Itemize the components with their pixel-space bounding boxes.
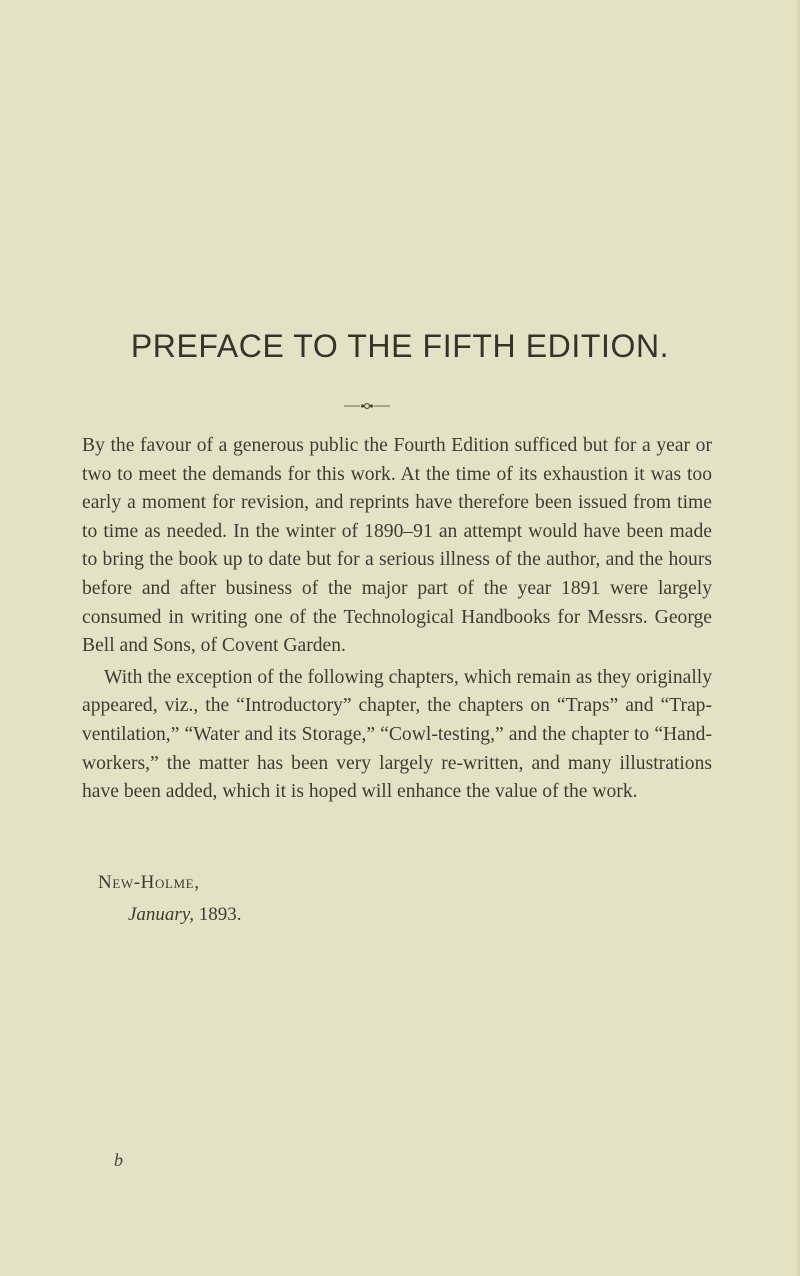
page-title: PREFACE TO THE FIFTH EDITION. [130,328,670,364]
signature-date [98,899,241,931]
signature-block [98,867,241,931]
signature-place: New-Holme, [98,872,200,893]
signature-year: 1893. [198,904,242,925]
signature-mark: b [114,1150,123,1170]
preface-body [82,432,712,807]
paragraph-1: By the favour of a generous public the Fourth Edition sufficed but for a year or two to meet the demands for this work. At the time of its exhaustion it was too early a moment for revision, and reprints have therefore been issued from time to time as needed. In the winter of 1890–91 an attempt would have been made to bring the book up to date but for a serious illness of the author, and the hours before and after business of the major part of the year 1891 were largely consumed in writing one of the Technological Handbooks for Messrs. George Bell and Sons, of Covent Garden. [82,435,712,657]
signature-month: January, [128,904,194,925]
paragraph-2: With the exception of the following chapters, which remain as they originally appeared, viz., the “Introductory” chapter, the chapters on “Traps” and “Trap-ventilation,” “Water and its Storage,” “Cowl-testing,” and the chapter to “Hand-workers,” the matter has been very largely re-written, and many illustrations have been added, which it is hoped will enhance the value of the work. [82,666,712,803]
page-edge [794,0,800,1276]
ornament-divider-icon [344,402,392,410]
